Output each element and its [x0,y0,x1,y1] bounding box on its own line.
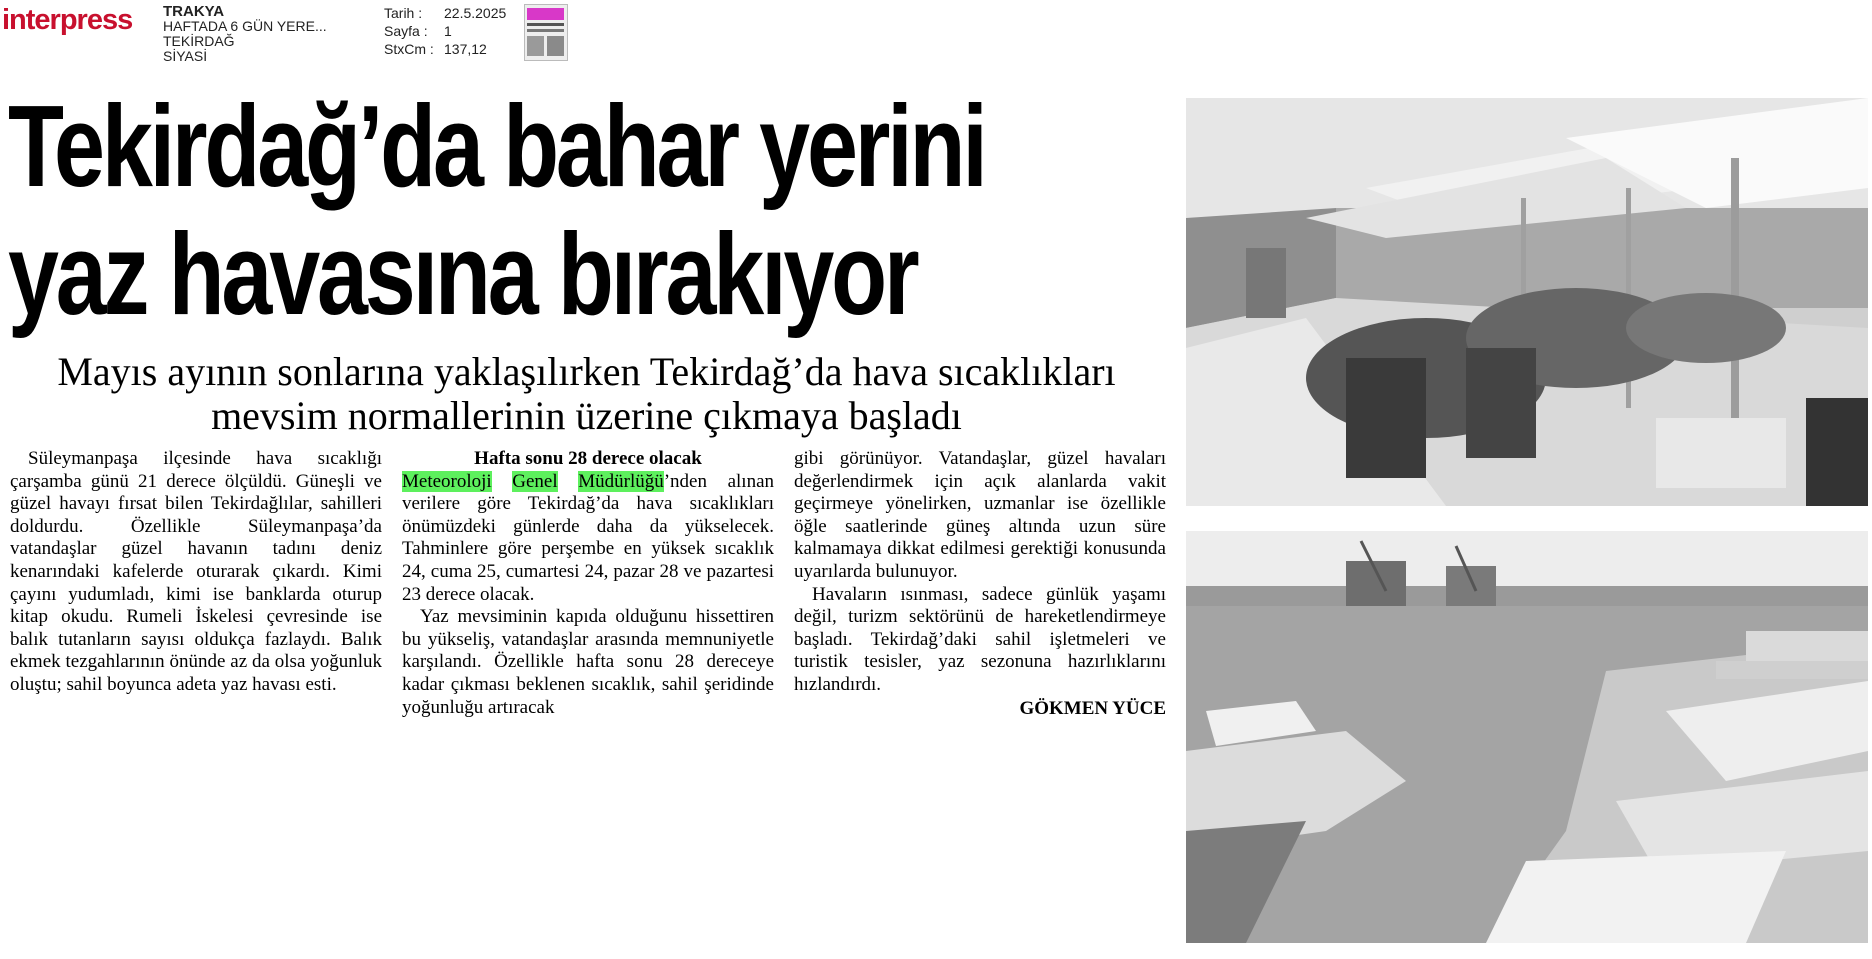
article-column-3 [794,448,1166,720]
subheadline [8,350,1165,438]
photo-harbor-boats [1186,531,1868,943]
paragraph: Yaz mevsiminin kapıda olduğunu hissettiren bu yükseliş, vatandaşlar arasında memnuniyetle karşılandı. Özellikle hafta sonu 28 dereceye kadar çıkması beklenen sıcaklık, sahil şeridinde yoğunluğu artıracak [402,606,774,718]
interpress-logo: interpress [2,4,133,36]
publication-category: SİYASİ [163,48,208,64]
paragraph [402,471,774,607]
photo-seaside-cafe-image [1186,98,1868,506]
stxcm-label: StxCm : [384,41,434,57]
page-row [384,22,506,40]
article-column-1 [10,448,382,697]
headline [8,81,985,339]
stxcm-row [384,40,506,58]
photo-seaside-cafe [1186,98,1868,506]
page-value: 1 [444,23,452,39]
publication-city: TEKİRDAĞ [163,33,235,49]
date-row [384,4,506,22]
publication-name: TRAKYA [163,3,225,20]
subheadline-line-1: Mayıs ayının sonlarına yaklaşılırken Tekirdağ’da hava sıcaklıkları [57,349,1116,394]
date-value: 22.5.2025 [444,5,507,21]
photo-harbor-boats-image [1186,531,1868,943]
author-byline: GÖKMEN YÜCE [1019,697,1166,719]
paragraph: Havaların ısınması, sadece günlük yaşamı değil, turizm sektörünü de hareketlendirmeye başladı. Tekirdağ’daki sahil işletmeleri ve turistik tesisler, yaz sezonuna hazırlıklarını hızlandırdı. [794,583,1166,695]
page-label: Sayfa : [384,23,428,39]
article-column-2 [402,448,774,719]
headline-line-1: Tekirdağ’da bahar yerini [8,81,985,211]
stxcm-value: 137,12 [444,41,487,57]
publication-info [163,4,327,64]
paragraph: Süleymanpaşa ilçesinde hava sıcaklığı çarşamba günü 21 derece ölçüldü. Güneşli ve güzel havayı fırsat bilen Tekirdağlılar, sahilleri doldurdu. Özellikle Süleymanpaşa’da vatandaşlar güzel havanın tadını deniz kenarındaki kafelerde oturarak çıkardı. Kimi çayını yudumladı, kimi ise banklarda oturup kitap okudu. Rumeli İskelesi çevresinde ise balık tutanların sayısı oldukça fazlaydı. Balık ekmek tezgahlarının önünde az da olsa yoğunluk oluştu; sahil boyunca adeta yaz havası esti. [10,448,382,695]
headline-line-2: yaz havasına bırakıyor [8,209,917,339]
paragraph: gibi görünüyor. Vatandaşlar, güzel havaları değerlendirmek için açık alanlarda vakit geçirmeye yönelirken, uzmanlar ise özellikle öğle saatlerinde güneş altında uzun süre kalmamaya dikkat edilmesi gerektiği konusunda uyarılarda bulunuyor. [794,448,1166,582]
highlighted-keyword: Genel [512,470,558,492]
page-thumbnail[interactable] [524,4,568,61]
date-label: Tarih : [384,5,423,21]
highlighted-keyword: Meteoroloji [402,470,492,492]
highlighted-keyword: Müdürlüğü [578,470,664,492]
section-subheading: Hafta sonu 28 derece olacak [474,448,702,469]
subheadline-line-2: mevsim normallerinin üzerine çıkmaya başladı [211,393,962,438]
clipping-meta [384,4,506,58]
paragraph-text: ’nden alınan verilere göre Tekirdağ’da hava sıcaklıkları önümüzdeki günlerde daha da yükselecek. Tahminlere göre perşembe en yüksek sıcaklık 24, cuma 25, cumartesi 24, pazar 28 ve pazartesi 23 derece olacak. [402,470,774,605]
publication-frequency: HAFTADA 6 GÜN YERE... [163,18,327,34]
